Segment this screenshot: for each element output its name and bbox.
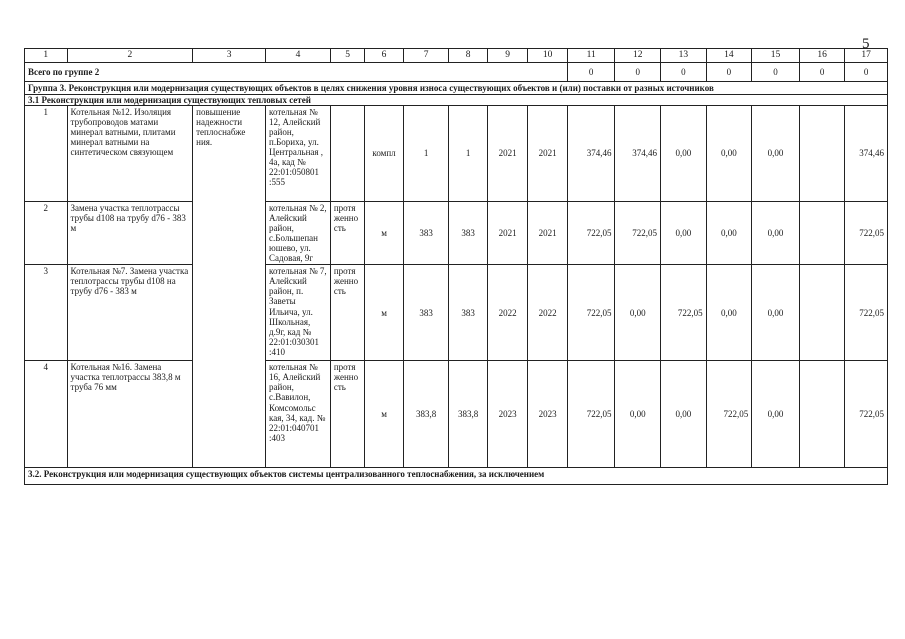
cell: 0,00 bbox=[615, 361, 661, 468]
measure-name: Котельная №7. Замена участка теплотрассы трубы d108 на трубу d76 - 383 м bbox=[67, 265, 193, 361]
cell: 1 bbox=[449, 105, 487, 201]
col-header: 2 bbox=[67, 49, 193, 63]
measure-name: Котельная №16. Замена участка теплотрассы 383,8 м труба 76 мм bbox=[67, 361, 193, 468]
col-header: 15 bbox=[752, 49, 800, 63]
col-header: 17 bbox=[845, 49, 888, 63]
cell bbox=[799, 265, 845, 361]
col-header: 14 bbox=[706, 49, 752, 63]
measure-name: Замена участка теплотрассы трубы d108 на трубу d76 - 383 м bbox=[67, 201, 193, 264]
cell: 2022 bbox=[528, 265, 568, 361]
cell: 374,46 bbox=[845, 105, 888, 201]
row-number: 2 bbox=[25, 201, 68, 264]
cell: 0,00 bbox=[661, 105, 707, 201]
col-header: 7 bbox=[403, 49, 449, 63]
total-cell: 0 bbox=[706, 62, 752, 81]
group2-total-label: Всего по группе 2 bbox=[25, 62, 568, 81]
cell: 383 bbox=[403, 201, 449, 264]
cell: 383 bbox=[403, 265, 449, 361]
object-location: котельная № 16, Алейский район, с.Вавилон, Комсомольс кая, 34, кад. № 22:01:040701 :403 bbox=[266, 361, 331, 468]
cell: 383,8 bbox=[449, 361, 487, 468]
row-number: 4 bbox=[25, 361, 68, 468]
cell: 0,00 bbox=[661, 361, 707, 468]
section-3-2-row bbox=[25, 468, 888, 485]
cell: 722,05 bbox=[567, 361, 615, 468]
unit: м bbox=[365, 361, 403, 468]
measure-purpose: повышение надежности теплоснабже ния. bbox=[193, 105, 266, 467]
cell: 0,00 bbox=[752, 361, 800, 468]
cell: 374,46 bbox=[615, 105, 661, 201]
parameter bbox=[330, 105, 364, 201]
cell bbox=[799, 105, 845, 201]
cell: 2021 bbox=[528, 105, 568, 201]
parameter: протя женно сть bbox=[330, 361, 364, 468]
cell: 0,00 bbox=[615, 265, 661, 361]
col-header: 9 bbox=[487, 49, 528, 63]
cell: 2021 bbox=[487, 105, 528, 201]
object-location: котельная № 2, Алейский район, с.Большепан юшево, ул. Садовая, 9г bbox=[266, 201, 331, 264]
unit: м bbox=[365, 201, 403, 264]
col-header: 3 bbox=[193, 49, 266, 63]
section-3-1-row bbox=[25, 94, 888, 105]
cell: 722,05 bbox=[706, 361, 752, 468]
section-3-2-title: 3.2. Реконструкция или модернизация существующих объектов системы централизованного теплоснабжения, за исключением bbox=[25, 468, 888, 485]
cell: 374,46 bbox=[567, 105, 615, 201]
cell: 722,05 bbox=[567, 265, 615, 361]
total-cell: 0 bbox=[845, 62, 888, 81]
row-number: 3 bbox=[25, 265, 68, 361]
col-header: 6 bbox=[365, 49, 403, 63]
table-row bbox=[25, 361, 888, 468]
cell: 722,05 bbox=[845, 265, 888, 361]
total-cell: 0 bbox=[661, 62, 707, 81]
cell: 2023 bbox=[528, 361, 568, 468]
parameter: протя женно сть bbox=[330, 265, 364, 361]
cell: 722,05 bbox=[661, 265, 707, 361]
unit: компл bbox=[365, 105, 403, 201]
table-row bbox=[25, 265, 888, 361]
total-cell: 0 bbox=[752, 62, 800, 81]
parameter: протя женно сть bbox=[330, 201, 364, 264]
cell: 2023 bbox=[487, 361, 528, 468]
unit: м bbox=[365, 265, 403, 361]
col-header: 1 bbox=[25, 49, 68, 63]
col-header: 5 bbox=[330, 49, 364, 63]
cell: 383,8 bbox=[403, 361, 449, 468]
cell: 0,00 bbox=[752, 105, 800, 201]
col-header: 8 bbox=[449, 49, 487, 63]
cell bbox=[799, 361, 845, 468]
col-header: 13 bbox=[661, 49, 707, 63]
cell: 0,00 bbox=[752, 201, 800, 264]
total-cell: 0 bbox=[567, 62, 615, 81]
col-header: 10 bbox=[528, 49, 568, 63]
cell: 1 bbox=[403, 105, 449, 201]
group2-total-row bbox=[25, 62, 888, 81]
cell bbox=[799, 201, 845, 264]
section-3-1-title: 3.1 Реконструкция или модернизация существующих тепловых сетей bbox=[25, 94, 888, 105]
cell: 722,05 bbox=[615, 201, 661, 264]
column-number-row bbox=[25, 49, 888, 63]
cell: 383 bbox=[449, 201, 487, 264]
cell: 2021 bbox=[487, 201, 528, 264]
investment-program-table bbox=[24, 48, 888, 485]
cell: 722,05 bbox=[845, 201, 888, 264]
row-number: 1 bbox=[25, 105, 68, 201]
cell: 722,05 bbox=[845, 361, 888, 468]
col-header: 12 bbox=[615, 49, 661, 63]
cell: 0,00 bbox=[706, 105, 752, 201]
cell: 0,00 bbox=[661, 201, 707, 264]
col-header: 16 bbox=[799, 49, 845, 63]
cell: 2021 bbox=[528, 201, 568, 264]
measure-name: Котельная №12. Изоляция трубопроводов матами минерал ватными, плитами минерал ватными на синтетическом связующем bbox=[67, 105, 193, 201]
cell: 0,00 bbox=[706, 201, 752, 264]
cell: 2022 bbox=[487, 265, 528, 361]
table-row bbox=[25, 201, 888, 264]
cell: 383 bbox=[449, 265, 487, 361]
col-header: 11 bbox=[567, 49, 615, 63]
table-row bbox=[25, 105, 888, 201]
cell: 0,00 bbox=[706, 265, 752, 361]
page-number: 5 bbox=[862, 36, 870, 52]
cell: 722,05 bbox=[567, 201, 615, 264]
group3-title: Группа 3. Реконструкция или модернизация существующих объектов в целях снижения уровня износа существующих объектов и (или) поставки от разных источников bbox=[25, 81, 888, 94]
total-cell: 0 bbox=[615, 62, 661, 81]
object-location: котельная № 12, Алейский район, п.Бориха, ул. Центральная , 4а, кад № 22:01:050801 :555 bbox=[266, 105, 331, 201]
cell: 0,00 bbox=[752, 265, 800, 361]
col-header: 4 bbox=[266, 49, 331, 63]
group3-title-row bbox=[25, 81, 888, 94]
object-location: котельная № 7, Алейский район, п. Заветы Ильича, ул. Школьная, д.9г, кад № 22:01:030301 :410 bbox=[266, 265, 331, 361]
total-cell: 0 bbox=[799, 62, 845, 81]
